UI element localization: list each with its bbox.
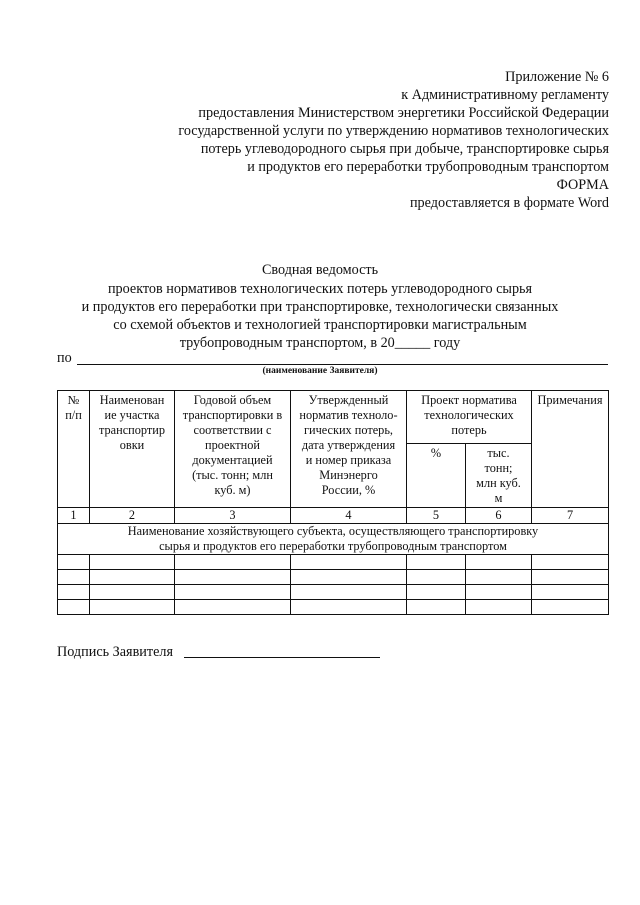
format-note: предоставляется в формате Word bbox=[409, 195, 609, 211]
table-cell[interactable] bbox=[532, 585, 609, 600]
column-number: 6 bbox=[466, 508, 532, 524]
entity-name-cell: Наименование хозяйствующего субъекта, осуществляющего транспортировку сырья и продуктов его переработки трубопроводным транспортом bbox=[58, 524, 609, 555]
table-cell[interactable] bbox=[466, 555, 532, 570]
form-label: ФОРМА bbox=[556, 177, 609, 193]
entity-row bbox=[58, 524, 609, 555]
summary-table bbox=[57, 390, 609, 615]
column-number: 4 bbox=[291, 508, 407, 524]
table-cell[interactable] bbox=[90, 570, 175, 585]
table-cell[interactable] bbox=[90, 555, 175, 570]
table-row bbox=[58, 555, 609, 570]
col-section-header: Наименован ие участка транспортир овки bbox=[90, 391, 175, 508]
table-cell[interactable] bbox=[532, 570, 609, 585]
col-draft-norm-header: Проект норматива технологических потерь bbox=[407, 391, 532, 444]
table-cell[interactable] bbox=[175, 585, 291, 600]
col-percent-header: % bbox=[407, 444, 466, 508]
applicant-caption: (наименование Заявителя) bbox=[262, 366, 378, 376]
column-number: 3 bbox=[175, 508, 291, 524]
column-numbers-row bbox=[58, 508, 609, 524]
header-line-2: к Административному регламенту bbox=[401, 87, 609, 103]
title-line-1: проектов нормативов технологических потерь углеводородного сырья bbox=[107, 281, 533, 297]
column-number: 7 bbox=[532, 508, 609, 524]
table-cell[interactable] bbox=[291, 585, 407, 600]
table-cell[interactable] bbox=[407, 570, 466, 585]
table-cell[interactable] bbox=[175, 600, 291, 615]
table-cell[interactable] bbox=[291, 600, 407, 615]
table-cell[interactable] bbox=[407, 555, 466, 570]
table-cell[interactable] bbox=[58, 600, 90, 615]
table-cell[interactable] bbox=[90, 600, 175, 615]
column-number: 5 bbox=[407, 508, 466, 524]
table-row bbox=[58, 600, 609, 615]
table-cell[interactable] bbox=[58, 570, 90, 585]
table-cell[interactable] bbox=[58, 585, 90, 600]
applicant-prefix: по bbox=[57, 350, 72, 366]
table-cell[interactable] bbox=[90, 585, 175, 600]
signature-label: Подпись Заявителя bbox=[57, 644, 173, 660]
header-line-3: предоставления Министерством энергетики Российской Федерации bbox=[198, 105, 609, 121]
header-line-5: потерь углеводородного сырья при добыче, транспортировке сырья bbox=[200, 141, 609, 157]
appendix-number: Приложение № 6 bbox=[505, 69, 609, 85]
table-cell[interactable] bbox=[532, 555, 609, 570]
table-cell[interactable] bbox=[466, 585, 532, 600]
title-line-2: и продуктов его переработки при транспортировке, технологически связанных bbox=[81, 299, 559, 315]
col-volume-header: Годовой объем транспортировки в соответствии с проектной документацией (тыс. тонн; млн куб. м) bbox=[175, 391, 291, 508]
header-line-4: государственной услуги по утверждению нормативов технологических bbox=[178, 123, 609, 139]
document-title: Сводная ведомость bbox=[261, 262, 379, 278]
table-cell[interactable] bbox=[175, 555, 291, 570]
col-volume-units-header: тыс. тонн; млн куб. м bbox=[466, 444, 532, 508]
table-cell[interactable] bbox=[407, 600, 466, 615]
table-cell[interactable] bbox=[407, 585, 466, 600]
title-line-3: со схемой объектов и технологией транспортировки магистральным bbox=[113, 317, 527, 333]
header-line-6: и продуктов его переработки трубопроводным транспортом bbox=[247, 159, 609, 175]
applicant-name-field[interactable] bbox=[77, 364, 608, 365]
table-cell[interactable] bbox=[58, 555, 90, 570]
col-number-header: № п/п bbox=[58, 391, 90, 508]
column-number: 2 bbox=[90, 508, 175, 524]
col-notes-header: Примечания bbox=[532, 391, 609, 508]
column-number: 1 bbox=[58, 508, 90, 524]
table-row bbox=[58, 570, 609, 585]
col-approved-norm-header: Утвержденный норматив техноло- гических потерь, дата утверждения и номер приказа Минэнерго России, % bbox=[291, 391, 407, 508]
table-cell[interactable] bbox=[291, 555, 407, 570]
title-line-4: трубопроводным транспортом, в 20_____ году bbox=[179, 335, 461, 351]
table-row bbox=[58, 585, 609, 600]
table-cell[interactable] bbox=[291, 570, 407, 585]
table-cell[interactable] bbox=[175, 570, 291, 585]
table-cell[interactable] bbox=[466, 600, 532, 615]
table-cell[interactable] bbox=[466, 570, 532, 585]
signature-field[interactable] bbox=[184, 657, 380, 658]
table-cell[interactable] bbox=[532, 600, 609, 615]
